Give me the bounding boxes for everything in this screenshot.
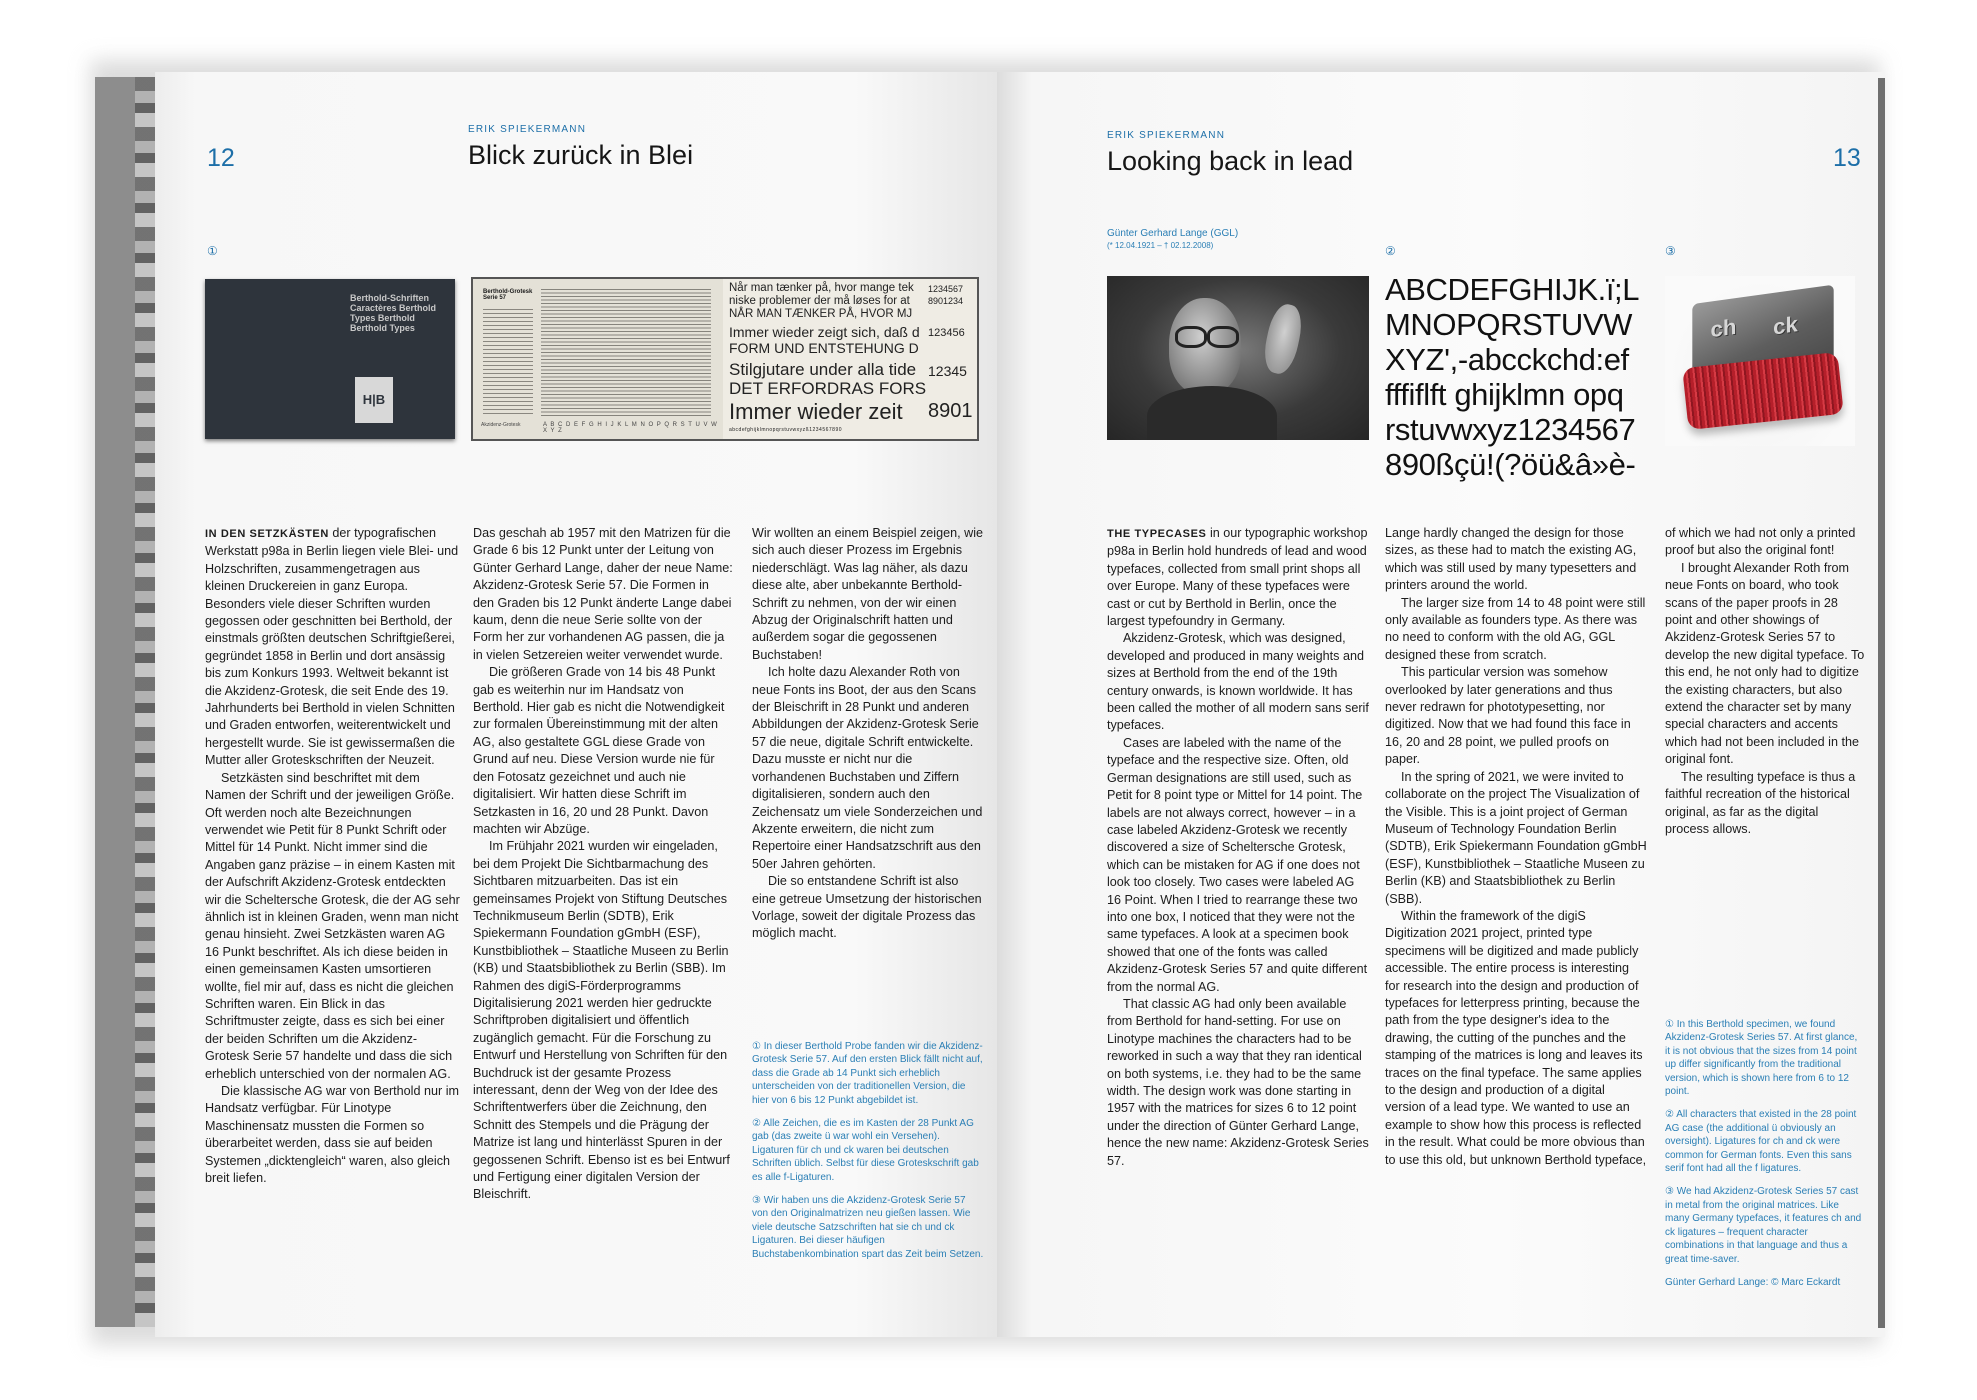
footnote: ② Alle Zeichen, die es im Kasten der 28 Punkt AG gab (das zweite ü war wohl ein Versehen). Ligaturen für ch und ck waren bei deutschen Schriften üblich. Selbst für diese Groteskschrift gab es alle f-Ligaturen.: [752, 1118, 979, 1183]
figure-marker-3: ③: [1665, 244, 1676, 258]
paragraph: Die größeren Grade von 14 bis 48 Punkt gab es weiterhin nur im Handsatz von Berthold. Hier gab es nicht die Notwendigkeit zur formalen Übereinstimmung mit der alten AG, also gestaltete GGL diese Grade von Grund auf neu. Diese Version wurde nie für den Fotosatz gezeichnet und auch nie digitalisiert. Wir hatten diese Schrift im Setzkasten in 16, 20 und 28 Punkt. Davon machten wir Abzüge.: [473, 665, 725, 836]
caption-name: Günter Gerhard Lange (GGL): [1107, 228, 1239, 239]
caption-dates: (* 12.04.1921 – † 02.12.2008): [1107, 241, 1214, 250]
footnote: ③ Wir haben uns die Akzidenz-Grotesk Serie 57 von den Originalmatrizen neu gießen lassen. Wie viele deutsche Satzschriften hat sie ch und ck Ligaturen. Bei dieser häufigen Buchstabenkombination spart das Zeit beim Setzen.: [752, 1195, 984, 1260]
specimen-number: 12345: [928, 363, 967, 379]
right-page: [997, 72, 1885, 1337]
portrait-hand-shape: [1260, 301, 1306, 376]
portrait-body-shape: [1147, 386, 1277, 440]
paragraph-text: der typografischen Werkstatt p98a in Berlin liegen viele Blei- und Holzschriften, zusammengetragen aus kleinen Druckereien in ganz Europa. Besonders viele dieser Schriften wurden gegossen oder geschnitten bei Berthold, der einstmals größten deutschen Schriftgießerei, gegründet 1858 in Berlin und dort ansässig bis zum Konkurs 1993. Weltweit bekannt ist die Akzidenz-Grotesk, die seit Ende des 19. Jahrhunderts bei Berthold in vielen Schnitten und Graden entworfen, weiterentwickelt und hergestellt wurde. Sie ist gewissermaßen die Mutter aller Groteskschriften der Neuzeit.: [205, 526, 459, 768]
paragraph: Cases are labeled with the name of the typeface and the respective size. Often, old German designations are still used, such as Petit for 8 point type or Mittel for 14 point. The labels are not always correct, however – in a case labeled Akzidenz-Grotesk we recently discovered a size of Scheltersche Grotesk, which can be mistaken for AG if one does not look too closely. Two cases were labeled AG 16 Point. When I tried to rearrange these two into one box, I noticed that they were not the same typefaces. A look at a specimen book showed that one of the fonts was called Akzidenz-Grotesk Series 57 and quite different from the normal AG.: [1107, 735, 1368, 994]
footnote: ③ We had Akzidenz-Grotesk Series 57 cast in metal from the original matrices. Like many Germany typefaces, it features ch and ck ligatures – frequent character combinations in that language and thus a great time-saver.: [1665, 1186, 1862, 1265]
paragraph: Ich holte dazu Alexander Roth von neue Fonts ins Boot, der aus den Scans der Bleischrift in 28 Punkt und anderen Abbildungen der Akzidenz-Grotesk Serie 57 die neue, digitale Schrift entwickelte. Dazu musste er nicht nur die vorhandenen Buchstaben und Ziffern digitalisieren, sondern auch den Zeichensatz um viele Sonderzeichen und Akzente erweitern, die nicht zum Repertoire einer Handsatzschrift aus den 50er Jahren gehörten.: [752, 665, 983, 871]
body-column-right-1: [1107, 525, 1369, 1170]
paragraph: This particular version was somehow overlooked by later generations and thus never redrawn for phototypesetting, nor digitized. Now that we had found this face in 16, 20 and 28 point, we pulled proofs on paper.: [1385, 665, 1631, 767]
book-cover-line: Caractères Berthold: [350, 303, 437, 313]
specimen-text-block: [483, 309, 533, 417]
specimen-line: Immer wieder zeit: [729, 399, 903, 424]
glasses-shape: [1207, 326, 1239, 348]
metal-type-photo: [1665, 276, 1855, 446]
ggl-portrait-photo: [1107, 276, 1369, 440]
footnotes-right: [1665, 1018, 1865, 1299]
paragraph: Within the framework of the digiS Digitization 2021 project, printed type specimens will be digitized and made publicly accessible. The entire process is interesting for research into the design and production of typefaces for letterpress printing, because the path from the type designer's idea to the drawing, the cutting of the punches and the stamping of the matrices is long and leaves its traces on the final typeface. The same applies to the design and production of a digital version of a lead type. We wanted to use an example to show how this process is reflected in the result. What could be more obvious than to use this old, but unknown Berthold typeface,: [1385, 908, 1647, 1167]
glyph-line: rstuvwxyz1234567: [1385, 412, 1636, 447]
glasses-shape: [1175, 326, 1207, 348]
body-column-left-1: [205, 525, 460, 1187]
specimen-right-sheet: [723, 279, 977, 439]
paragraph-text: in our typographic workshop p98a in Berlin hold hundreds of lead and wood typefaces, collected from small print shops all over Europe. Many of these typefaces were cast or cut by Berthold in Berlin, once the largest typefoundry in Germany.: [1107, 526, 1368, 629]
body-column-right-2: [1385, 525, 1647, 1169]
specimen-number: 8901: [928, 400, 973, 422]
specimen-number: 123456: [928, 327, 965, 339]
specimen-line: niske problemer der må løses for at: [729, 295, 910, 307]
paragraph: of which we had not only a printed proof but also the original font!: [1665, 526, 1856, 558]
photo-credit: Günter Gerhard Lange: © Marc Eckardt: [1665, 1276, 1841, 1288]
page-title-left: Blick zurück in Blei: [468, 140, 694, 170]
glyph-line: XYZ',-abcckchd:ef: [1385, 342, 1629, 377]
specimen-number: 1234567: [928, 284, 964, 294]
specimen-footer-alphabet: abcdefghijklmnopqrstuvwxyzß1234567890: [729, 427, 843, 433]
specimen-line: NÅR MAN TÆNKER PÅ, HVOR MJ: [729, 308, 913, 320]
glyph-line: ABCDEFGHIJK.ï;L: [1385, 272, 1640, 307]
specimen-number: 8901234: [928, 296, 964, 306]
specimen-line: Stilgjutare under alla tide: [729, 360, 917, 379]
specimen-left-sheet: [473, 279, 723, 439]
paragraph: [1107, 525, 1369, 630]
lead-in: IN DEN SETZKÄSTEN: [205, 528, 329, 540]
paragraph: I brought Alexander Roth from neue Fonts on board, who took scans of the paper proofs in 28 point and other showings of Akzidenz-Grotesk Series 57 to develop the new digital typeface. To this end, he not only had to digitize the existing characters, but also extend the character set by many special characters and accents which had not been included in the original font.: [1665, 560, 1865, 767]
footnote: ① In this Berthold specimen, we found Akzidenz-Grotesk Series 57. At first glance, it is not obvious that the sizes from 14 point up differ significantly from the traditional version, which is shown here from 6 to 12 point.: [1665, 1019, 1858, 1098]
paragraph: Lange hardly changed the design for those sizes, as these had to match the existing AG, which was still used by many typesetters and printers around the world.: [1385, 526, 1637, 593]
body-column-right-3: [1665, 525, 1865, 838]
paragraph: Akzidenz-Grotesk, which was designed, developed and produced in many weights and sizes at Berthold from the end of the 19th century onwards, is known worldwide. It has been called the mother of all modern sans serif typefaces.: [1107, 631, 1369, 733]
specimen-text-block: [541, 289, 711, 417]
body-column-left-2: [473, 525, 733, 1204]
berthold-specimen-book-photo: [205, 279, 455, 439]
footnote: ① In dieser Berthold Probe fanden wir die Akzidenz-Grotesk Serie 57. Auf den ersten Blick fällt nicht auf, dass die Grade ab 14 Punkt sich erheblich unterscheiden von der traditionellen Version, die hier von 6 bis 12 Punkt abgebildet ist.: [752, 1041, 983, 1106]
ligature-ck: ck: [1773, 311, 1798, 340]
paragraph: The resulting typeface is thus a faithful recreation of the historical original, as far as the digital process allows.: [1665, 769, 1856, 836]
portrait-caption: [1107, 228, 1238, 252]
body-column-left-3: [752, 525, 984, 943]
type-specimen-photo: [471, 277, 979, 441]
paragraph: Im Frühjahr 2021 wurden wir eingeladen, bei dem Projekt Die Sichtbarmachung des Sichtbaren mitzuarbeiten. Das ist ein gemeinsames Projekt von Stiftung Deutsches Technikmuseum Berlin (SDTB), Erik Spiekermann Foundation gGmbH (ESF), Kunstbibliothek – Staatliche Museen zu Berlin (KB) und Staatsbibliothek zu Berlin (SBB). Im Rahmen des digiS-Förderprogramms Digitalisierung 2021 werden hier gedruckte Schriftproben digitalisiert und öffentlich zugänglich gemacht. Für die Forschung zu Entwurf und Herstellung von Schriften für den Buchdruck ist der gesamte Prozess interessant, denn der Weg von der Idee des Schriftentwerfers über die Zeichnung, den Schnitt des Stempels und die Prägung der Matrize ist lang und hinterlässt Spuren in der gegossenen Schrift. Ebenso ist es bei Entwurf und Fertigung einer digitalen Version der Bleischrift.: [473, 839, 730, 1202]
magazine-spread: [95, 72, 1885, 1342]
figure-marker-1: ①: [207, 244, 218, 258]
specimen-header: Berthold-Grotesk Serie 57: [483, 289, 533, 301]
book-cover-line: Types Berthold: [350, 313, 415, 323]
paragraph: Das geschah ab 1957 mit den Matrizen für die Grade 6 bis 12 Punkt unter der Leitung von Günter Gerhard Lange, daher der neue Name: Akzidenz-Grotesk Serie 57. Die Formen in den Graden bis 12 Punkt änderte Lange dabei kaum, denn die neue Serie sollte von der Form her zur vorhandenen AG passen, die ja in vielen Setzereien weiter verwendet wurde.: [473, 526, 733, 662]
paragraph: Wir wollten an einem Beispiel zeigen, wie sich auch dieser Prozess im Ergebnis niederschlägt. Was lag näher, als dazu diese alte, aber unbekannte Berthold-Schrift zu nehmen, von der wir einen Abzug der Originalschrift hatten und außerdem sogar die gegossenen Buchstaben!: [752, 526, 983, 662]
figure-marker-2: ②: [1385, 244, 1396, 258]
lead-in: THE TYPECASES: [1107, 528, 1207, 540]
paragraph: In the spring of 2021, we were invited to collaborate on the project The Visualization of the Visible. This is a joint project of German Museum of Technology Foundation Berlin (SDTB), Erik Spiekermann Foundation gGmbH (ESF), Kunstbibliothek – Staatliche Museen zu Berlin (KB) and Staatsbibliothek zu Berlin (SBB).: [1385, 769, 1647, 906]
author-label-left: ERIK SPIEKERMANN: [468, 124, 587, 135]
left-page: [155, 72, 997, 1337]
footnotes-left: [752, 1040, 984, 1271]
glyph-line: 890ßçü!(?öü&â»è-: [1385, 447, 1636, 482]
specimen-line: DET ERFORDRAS FORS: [729, 379, 927, 398]
ligature-ch: ch: [1710, 313, 1737, 343]
berthold-logo-icon: H|B: [355, 377, 393, 423]
footnote: ② All characters that existed in the 28 point AG case (the additional ü obviously an oversight). Ligatures for ch and ck were common for German fonts. Even this sans serif font had all the f ligatures.: [1665, 1109, 1857, 1175]
paragraph: That classic AG had only been available from Berthold for hand-setting. For use on Linotype machines the characters had to be reworked in such a way that they ran identical on both systems, i.e. they had to be the same width. The design work was done starting in 1957 with the matrices for sizes 6 to 12 point under the direction of Günter Gerhard Lange, hence the new name: Akzidenz-Grotesk Series 57.: [1107, 996, 1369, 1168]
glyph-line: MNOPQRSTUVW: [1385, 307, 1633, 342]
author-label-right: ERIK SPIEKERMANN: [1107, 130, 1226, 141]
page-number-left: 12: [207, 144, 235, 172]
paragraph: Setzkästen sind beschriftet mit dem Namen der Schrift und der jeweiligen Größe. Oft werden noch alte Bezeichnungen verwendet wie Petit für 8 Punkt Schrift oder Mittel für 14 Punkt. Nicht immer sind die Angaben ganz präzise – in einem Kasten mit der Aufschrift Akzidenz-Grotesk entdeckten wir die Scheltersche Grotesk, die der AG sehr ähnlich ist in kleinen Graden, wenn man nicht genau hinsieht. Zwei Setzkästen waren AG 16 Punkt beschriftet. Als ich diese beiden in einen gemeinsamen Kasten umsortieren wollte, fiel mir auf, dass es nicht die gleichen Schriften waren. Ein Blick in das Schriftmuster zeigte, dass es sich bei einer der beiden Schriften um die Akzidenz-Grotesk Serie 57 handelte und dass die sich erheblich unterschied von der normalen AG.: [205, 770, 460, 1081]
paragraph: Die klassische AG war von Berthold nur im Handsatz verfügbar. Für Linotype Maschinensatz mussten die Formen so überarbeitet werden, dass sie auf beiden Systemen „dicktengleich“ waren, also gleich breit liefen.: [205, 1084, 459, 1186]
book-cover-line: Berthold-Schriften: [350, 293, 430, 303]
paragraph: [205, 525, 460, 770]
specimen-line: Når man tænker på, hvor mange tek: [729, 282, 914, 294]
glyph-line: fffiflft ghijklmn opq: [1385, 377, 1624, 412]
book-cover-line: Berthold Types: [350, 323, 415, 333]
specimen-line: Immer wieder zeigt sich, daß d: [729, 324, 920, 340]
paragraph: Die so entstandene Schrift ist also eine getreue Umsetzung der historischen Vorlage, soweit der digitale Prozess das möglich macht.: [752, 874, 982, 941]
specimen-footer: Akzidenz-Grotesk: [481, 422, 521, 428]
paragraph: The larger size from 14 to 48 point were still only available as founders type. As there was no need to conform with the old AG, GGL designed these from scratch.: [1385, 595, 1646, 662]
character-set-display: [1385, 272, 1650, 482]
specimen-line: FORM UND ENTSTEHUNG D: [729, 340, 919, 356]
specimen-alphabet: A B C D E F G H I J K L M N O P Q R S T U V W X Y Z: [543, 422, 718, 434]
page-title-right: Looking back in lead: [1107, 146, 1354, 176]
book-cover-text: [350, 293, 436, 333]
right-page-edge: [1878, 78, 1885, 1328]
page-number-right: 13: [1833, 144, 1861, 172]
